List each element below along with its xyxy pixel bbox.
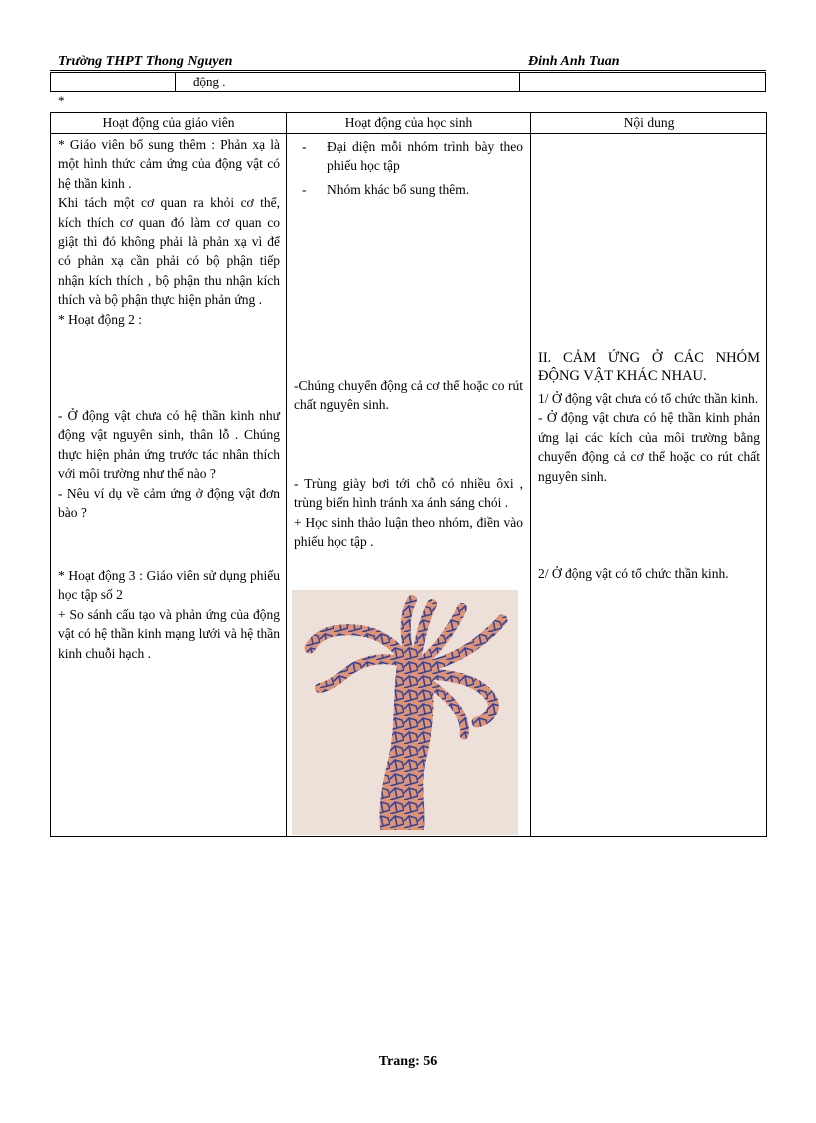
student-bullet-1-text: Đại diện mỗi nhóm trình bày theo phiếu học tập <box>327 139 523 174</box>
content-sub-1: 1/ Ở động vật chưa có tổ chức thần kinh. <box>538 391 759 406</box>
student-col-top <box>294 137 523 199</box>
school-name: Trường THPT Thong Nguyen <box>58 54 233 69</box>
hydra-illustration <box>292 590 518 835</box>
column-divider-1 <box>286 113 287 836</box>
content-section-2-1 <box>538 389 760 486</box>
student-answer-3-text: + Học sinh thảo luận theo nhóm, điền vào phiếu học tập . <box>294 514 523 550</box>
teacher-note: * Giáo viên bổ sung thêm : Phản xạ là một hình thức cảm ứng của động vật có hệ thần kinh . <box>58 137 280 191</box>
author-name: Đinh Anh Tuan <box>528 54 620 69</box>
content-sub-1-detail: - Ở động vật chưa có hệ thần kinh phản ứng lại các kích của môi trường bằng chuyển động cả cơ thể hoặc co rút chất nguyên sinh. <box>538 410 760 484</box>
student-bullet-1 <box>294 137 523 176</box>
header-teacher: Hoạt động của giáo viên <box>102 115 235 130</box>
continuation-text: động . <box>193 74 226 89</box>
marker: * <box>58 93 65 108</box>
header-student: Hoạt động của học sinh <box>344 115 473 130</box>
teacher-questions <box>58 406 280 522</box>
header-content: Nội dung <box>623 115 675 130</box>
content-section-2-title: II. CẢM ỨNG Ở CÁC NHÓM ĐỘNG VẬT KHÁC NHAU. <box>538 350 760 384</box>
teacher-col-bottom <box>58 566 280 663</box>
teacher-activity-2: * Hoạt động 2 : <box>58 311 142 327</box>
dash-icon: - <box>302 139 307 154</box>
student-answer-1: -Chúng chuyển động cả cơ thể hoặc co rút chất nguyên sinh. <box>294 378 523 413</box>
teacher-col-top <box>58 135 280 329</box>
column-divider-2 <box>530 113 531 836</box>
continuation-cell-2 <box>175 73 520 91</box>
teacher-activity-3: * Hoạt động 3 : Giáo viên sử dụng phiếu học tập số 2 <box>58 568 280 603</box>
teacher-compare-task: + So sánh cấu tạo và phản ứng của động vật có hệ thần kinh mạng lưới và hệ thần kinh chuỗi hạch . <box>58 606 280 661</box>
continuation-row <box>50 72 766 92</box>
student-answer-2 <box>294 474 523 552</box>
continuation-cell-1 <box>51 73 176 91</box>
header-rule <box>50 70 766 71</box>
student-bullet-2-text: Nhóm khác bổ sung thêm. <box>327 181 470 197</box>
teacher-question-1: - Ở động vật chưa có hệ thần kinh như động vật nguyên sinh, thân lỗ . Chúng thực hiện phản ứng trước tác nhân thích với môi trường như thế nào ? <box>58 408 280 482</box>
header-divider <box>51 133 766 134</box>
teacher-question-2: - Nêu ví dụ về cảm ứng ở động vật đơn bào ? <box>58 485 280 521</box>
page-number: Trang: 56 <box>378 1054 438 1069</box>
content-sub-2: 2/ Ở động vật có tổ chức thần kinh. <box>538 566 729 581</box>
dash-icon: - <box>302 181 307 197</box>
teacher-explanation: Khi tách một cơ quan ra khỏi cơ thể, kích thích cơ quan đó làm cơ quan co giật thì đó không phải là phản xạ vì để có phản xạ cần phải có bộ phận tiếp nhận kích thích , bộ phận thu nhận kích thích và bộ phận thực hiện phản ứng . <box>58 195 280 308</box>
student-bullet-2 <box>294 180 523 199</box>
student-answer-2-text: - Trùng giày bơi tới chỗ có nhiều ôxi , trùng biến hình tránh xa ánh sáng chói . <box>294 476 523 511</box>
